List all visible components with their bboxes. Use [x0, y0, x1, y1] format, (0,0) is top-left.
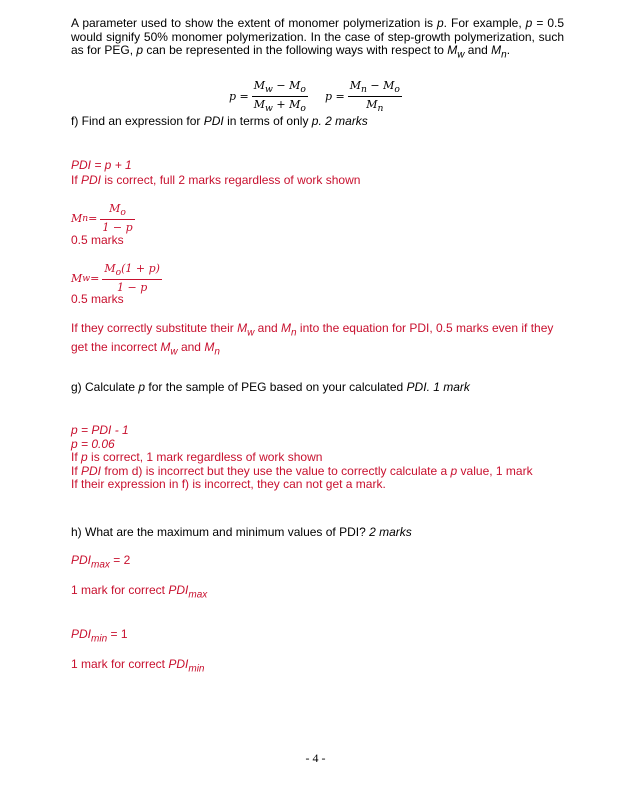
var-pdi: PDI: [203, 114, 224, 128]
eq-sub: o: [115, 267, 122, 279]
q-text: f) Find an expression for: [71, 114, 204, 128]
var-pdi: PDI: [168, 657, 189, 671]
eq-op: −: [272, 79, 290, 92]
note-text: If: [71, 173, 82, 187]
answer-g: [71, 424, 533, 492]
eq-var: M: [349, 79, 362, 92]
var-sub: n: [214, 346, 220, 358]
eq-sub: n: [82, 212, 89, 224]
eq-sub: w: [265, 84, 273, 96]
var-mn: M: [491, 43, 502, 57]
fraction: [100, 202, 134, 234]
equation-p-mw: [229, 79, 308, 114]
var-p: p: [81, 450, 88, 464]
var-sub: max: [188, 589, 208, 601]
var-p: p: [138, 380, 146, 394]
var-p: p: [525, 16, 533, 30]
pdi-min-line: [71, 627, 128, 644]
answer-line: PDI = p + 1: [71, 158, 132, 172]
eq-sub: n: [377, 103, 384, 115]
note-text: and: [254, 321, 282, 335]
note-text: value, 1 mark: [457, 463, 533, 478]
var-pdi: PDI: [71, 553, 92, 567]
var-sub: w: [247, 327, 255, 339]
question-g: [71, 380, 470, 394]
eq-var: M: [104, 262, 116, 275]
q-text: for the sample of PEG based on your calculated: [145, 380, 407, 394]
eq-den: 1 − p: [102, 221, 133, 235]
var-sub: min: [188, 663, 205, 675]
var-pdi: PDI: [71, 627, 92, 641]
substitution-note: [71, 321, 564, 360]
answer-f-pdi: [71, 158, 132, 172]
intro-text: and: [464, 43, 492, 57]
mn-marks: 0.5 marks: [71, 233, 124, 247]
eq-sub: n: [361, 84, 367, 96]
var-p: p: [136, 43, 144, 57]
pdi-max-note: [71, 583, 207, 600]
q-text: h) What are the maximum and minimum values of PDI?: [71, 525, 370, 539]
intro-text: . For example,: [443, 16, 526, 30]
var-sub: n: [501, 49, 507, 61]
note-text: 1 mark for correct: [71, 657, 169, 671]
eq-op: =: [88, 211, 98, 225]
var-mn: M: [281, 321, 292, 335]
eq-var: M: [71, 211, 83, 225]
var-pdi: PDI: [81, 173, 102, 187]
pdi-min-note: [71, 657, 205, 674]
eq-var: M: [289, 98, 301, 112]
eq-lhs: p =: [229, 90, 249, 104]
eq-var: M: [253, 98, 266, 112]
var-mw: M: [237, 321, 248, 335]
question-h: [71, 525, 412, 539]
equation-mn: [71, 202, 135, 234]
var-sub: max: [91, 559, 110, 571]
note-text: is correct, full 2 marks regardless of work shown: [101, 173, 361, 187]
var-sub: n: [291, 327, 297, 339]
var-sub: w: [170, 346, 178, 358]
var-mw: M: [160, 340, 171, 355]
eq-op: −: [366, 79, 384, 92]
note-text: and: [177, 340, 205, 355]
intro-text: A parameter used to show the extent of monomer polymerization is: [71, 16, 437, 30]
q-text: in terms of only: [223, 114, 312, 128]
note-text: 1 mark for correct: [71, 583, 169, 597]
eq-lhs: p =: [325, 90, 345, 104]
note-text: into the equation for PDI, 0.5 marks even if they get the incorrect: [71, 321, 554, 355]
var-pdi: PDI: [168, 583, 189, 597]
eq-var: M: [109, 202, 121, 215]
note-text: If: [71, 463, 82, 478]
intro-text: = 0.5 would signify 50% monomer polymerization. In the case of step-growth polymerization, such as for PEG,: [71, 16, 564, 57]
eq-op: +: [272, 98, 290, 112]
note-text: If their expression in f) is incorrect, they can not get a mark.: [71, 477, 386, 491]
equation-mw: [71, 262, 162, 294]
intro-text: .: [506, 43, 511, 57]
pdi-max-line: [71, 553, 130, 570]
answer-value: = 2: [109, 553, 131, 567]
eq-sub: w: [82, 272, 91, 284]
var-pdi: PDI: [406, 380, 427, 394]
eq-sub: o: [300, 84, 306, 96]
mw-marks: 0.5 marks: [71, 292, 124, 306]
fraction: [348, 79, 402, 114]
intro-paragraph: [71, 17, 564, 62]
question-f: [71, 114, 368, 128]
var-p: p: [450, 463, 458, 478]
answer-value: = 1: [107, 627, 128, 641]
eq-var: M: [366, 98, 378, 112]
note-text: is correct, 1 mark regardless of work shown: [87, 450, 323, 464]
eq-sub: o: [300, 103, 306, 115]
marks: 2 marks: [369, 525, 412, 539]
var-p: p: [311, 114, 319, 128]
eq-op: =: [90, 271, 100, 285]
eq-term: (1 + p): [121, 262, 160, 275]
eq-sub: o: [120, 207, 126, 219]
answer-f-note: [71, 173, 360, 187]
eq-var: M: [253, 79, 266, 92]
var-sub: min: [91, 633, 108, 645]
var-mw: M: [447, 43, 458, 57]
fraction: [102, 262, 162, 294]
var-pdi: PDI: [81, 463, 102, 478]
marks: . 1 mark: [426, 380, 470, 394]
page-number: - 4 -: [305, 751, 326, 765]
var-mn: M: [204, 340, 215, 355]
fraction: [252, 79, 308, 114]
eq-den: 1 − p: [117, 281, 148, 295]
note-text: If they correctly substitute their: [71, 321, 238, 335]
marks: . 2 marks: [318, 114, 368, 128]
note-text: If: [71, 450, 82, 464]
eq-var: M: [71, 271, 83, 285]
eq-sub: o: [394, 84, 400, 96]
note-text: from d) is incorrect but they use the value to correctly calculate a: [101, 463, 451, 478]
answer-line: p = PDI - 1: [71, 423, 129, 437]
q-text: g) Calculate: [71, 380, 139, 394]
var-sub: w: [457, 49, 465, 61]
intro-text: can be represented in the following ways with respect to: [143, 43, 448, 57]
eq-sub: w: [265, 103, 273, 115]
eq-var: M: [289, 79, 301, 92]
var-p: p: [436, 16, 444, 30]
eq-var: M: [383, 79, 395, 92]
equation-p-mn: [325, 79, 402, 114]
answer-line: p = 0.06: [71, 436, 115, 451]
